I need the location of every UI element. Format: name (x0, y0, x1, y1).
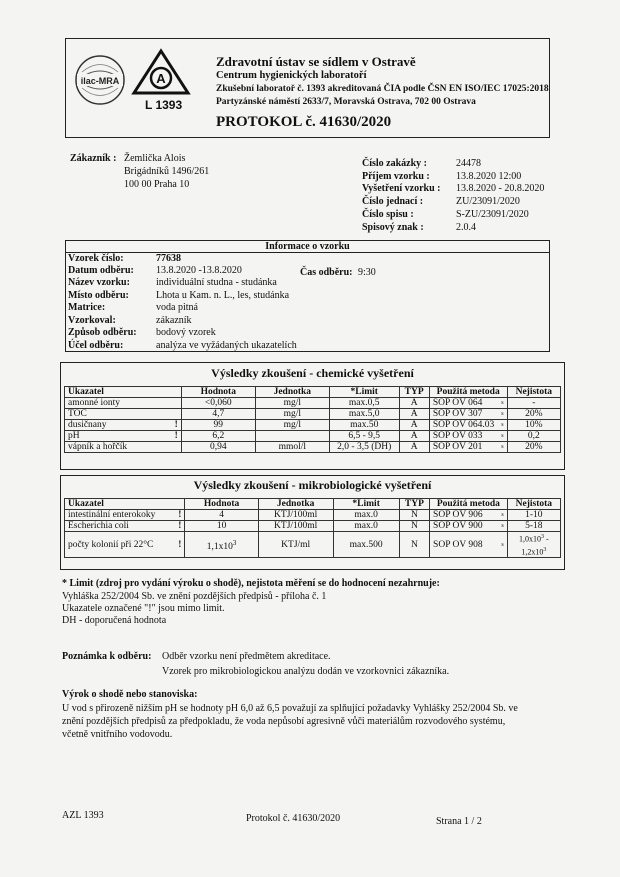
uncertainty-exponent: 3 (541, 534, 544, 540)
indicator-value (185, 521, 258, 532)
order-value: 13.8.2020 12:00 (456, 170, 522, 182)
out-of-limit-flag: ! (178, 521, 182, 531)
indicator-unit (255, 420, 329, 431)
table-row (65, 398, 561, 409)
column-header (399, 387, 429, 398)
verdict-title: Výrok o shodě nebo stanoviska: (62, 689, 198, 700)
limit-note-line2: Ukazatele označené "!" jsou mimo limit. (62, 603, 225, 614)
sample-info-label: Vzorkoval: (68, 314, 116, 326)
sample-info-label: Způsob odběru: (68, 327, 137, 338)
method (429, 420, 507, 431)
indicator-type (399, 431, 429, 442)
indicator-type-text: A (410, 409, 418, 419)
method-text: SOP OV 064.03 (432, 420, 495, 430)
column-header-text: Jednotka (276, 499, 315, 509)
indicator-type (399, 442, 429, 453)
indicator-limit-text: max.0 (354, 521, 378, 531)
table-row (65, 409, 561, 420)
method-mark: s (501, 541, 504, 548)
chem-results-table (64, 386, 561, 453)
column-header (399, 499, 429, 510)
indicator-limit-text: max.5,0 (348, 409, 380, 419)
method (429, 398, 507, 409)
indicator-unit (255, 442, 329, 453)
indicator-unit (258, 510, 333, 521)
indicator-value-text: <0,060 (204, 398, 232, 408)
indicator-name (65, 442, 182, 453)
indicator-value-text: 1,1x10 (206, 541, 233, 552)
method-text: SOP OV 064 (432, 398, 483, 408)
indicator-name (65, 532, 185, 558)
indicator-name-text: pH (68, 431, 80, 441)
indicator-limit (329, 398, 399, 409)
indicator-name (65, 431, 182, 442)
method (430, 532, 508, 558)
footer-center: Protokol č. 41630/2020 (246, 813, 341, 824)
order-label: Příjem vzorku : (362, 170, 430, 182)
indicator-limit-text: max.500 (349, 539, 383, 550)
method-mark: s (501, 433, 504, 439)
uncertainty (507, 409, 560, 420)
indicator-value-text: 99 (213, 420, 224, 430)
column-header-text: Hodnota (203, 499, 240, 509)
order-value: 13.8.2020 - 20.8.2020 (456, 183, 545, 195)
verdict-line1: U vod s přirozeně nižším pH se hodnoty pH 6,0 až 6,5 považují za splňující požadavky Vyhlášky 252/2004 Sb. ve (62, 703, 518, 714)
indicator-type (399, 510, 429, 521)
uncertainty-text: 5-18 (525, 521, 543, 531)
column-header-text: Hodnota (200, 387, 236, 397)
limit-note-title: * Limit (zdroj pro vydání výroku o shodě), nejistota měření se do hodnocení nezahrnuje: (62, 578, 440, 589)
indicator-type-text: A (410, 398, 418, 408)
column-header-text: Nejistota (515, 387, 552, 397)
indicator-value (181, 442, 255, 453)
method (429, 431, 507, 442)
indicator-value-text: 4,7 (212, 409, 225, 419)
customer-street: Brigádníků 1496/261 (124, 166, 210, 177)
uncertainty-upper: 1,2x10 (521, 547, 544, 557)
indicator-unit-text: mg/l (283, 420, 302, 430)
column-header-text: *Limit (350, 387, 378, 397)
protocol-title: PROTOKOL č. 41630/2020 (216, 114, 392, 130)
indicator-unit-text: KTJ/ml (281, 539, 311, 550)
column-header-text: Nejistota (515, 499, 553, 509)
sample-info-label: Účel odběru: (68, 339, 124, 351)
column-header-text: TYP (404, 499, 424, 509)
indicator-limit-text: max.0,5 (348, 398, 380, 408)
method-mark: s (501, 400, 504, 406)
indicator-value-text: 6,2 (212, 431, 225, 441)
order-value: 2.0.4 (456, 221, 476, 233)
table-header-row (65, 499, 561, 510)
indicator-name-text: vápník a hořčík (68, 442, 128, 452)
table-row (65, 510, 561, 521)
sample-info-value: analýza ve vyžádaných ukazatelích (156, 339, 297, 351)
limit-note-line1: Vyhláška 252/2004 Sb. ve znění pozdějších předpisů - příloha č. 1 (62, 591, 327, 602)
indicator-name (65, 510, 185, 521)
indicator-name-text: amonné ionty (68, 398, 120, 408)
institute-name: Zdravotní ústav se sídlem v Ostravě (216, 54, 416, 69)
sample-info-value: bodový vzorek (156, 327, 216, 338)
column-header (65, 387, 182, 398)
column-header-text: Použitá metoda (436, 499, 500, 509)
remark-line2: Vzorek pro mikrobiologickou analýzu dodán ve vzorkovnici zákazníka. (162, 666, 450, 677)
indicator-value-text: 4 (219, 510, 224, 520)
indicator-value (181, 420, 255, 431)
table-row (65, 420, 561, 431)
indicator-limit-text: max.0 (354, 510, 378, 520)
indicator-name-text: intestinální enterokoky (68, 510, 156, 520)
indicator-limit (329, 409, 399, 420)
sampling-date: 13.8.2020 -13.8.2020 (156, 265, 242, 276)
indicator-limit-text: max.50 (350, 420, 379, 430)
order-value: ZU/23091/2020 (456, 196, 520, 208)
out-of-limit-flag: ! (174, 420, 178, 430)
method-mark: s (501, 512, 504, 518)
indicator-type-text: A (410, 442, 418, 452)
column-header (333, 499, 399, 510)
column-header (181, 387, 255, 398)
column-header-text: Jednotka (273, 387, 312, 397)
indicator-name-text: Escherichia coli (68, 521, 129, 531)
customer-name: Žemlička Alois (124, 153, 186, 164)
indicator-name-text: dusičnany (68, 420, 107, 430)
indicator-unit-text: KTJ/100ml (274, 510, 318, 520)
table-header-row (65, 387, 561, 398)
verdict-line3: včetně vnitřního vodovodu. (62, 729, 173, 740)
uncertainty (507, 442, 560, 453)
sample-info-label: Matrice: (68, 302, 106, 313)
indicator-limit (329, 442, 399, 453)
column-header (507, 387, 560, 398)
table-row (65, 442, 561, 453)
sample-info-box (65, 240, 550, 352)
method-mark: s (501, 444, 504, 450)
indicator-value (181, 398, 255, 409)
uncertainty (507, 510, 560, 521)
table-row (65, 532, 561, 558)
out-of-limit-flag: ! (174, 431, 178, 441)
sampling-time-label: Čas odběru: (300, 267, 353, 278)
method-text: SOP OV 307 (432, 409, 483, 419)
method-text: SOP OV 900 (433, 521, 483, 531)
indicator-type-text: N (410, 521, 418, 531)
order-label: Vyšetření vzorku : (362, 183, 441, 195)
indicator-type-text: A (410, 420, 418, 430)
column-header (185, 499, 258, 510)
svg-text:ilac-MRA: ilac-MRA (80, 76, 120, 86)
column-header-text: TYP (404, 387, 424, 397)
indicator-limit (333, 521, 399, 532)
indicator-type (399, 420, 429, 431)
indicator-unit (255, 409, 329, 420)
indicator-type (399, 532, 429, 558)
column-header (255, 387, 329, 398)
method (429, 442, 507, 453)
out-of-limit-flag: ! (178, 539, 182, 550)
uncertainty-upper-exponent: 3 (543, 546, 547, 553)
uncertainty (507, 431, 560, 442)
indicator-unit-text: mg/l (283, 398, 302, 408)
column-header-text: *Limit (352, 499, 380, 509)
indicator-value (185, 532, 258, 558)
indicator-type-text: N (410, 510, 418, 520)
indicator-limit (329, 431, 399, 442)
indicator-name-text: počty kolonií při 22°C (68, 539, 154, 550)
indicator-limit (329, 420, 399, 431)
footer-left: AZL 1393 (62, 810, 104, 821)
accreditation-text: Zkušební laboratoř č. 1393 akreditovaná ČIA podle ČSN EN ISO/IEC 17025:2018 (216, 84, 549, 94)
indicator-name (65, 398, 182, 409)
method (430, 521, 508, 532)
sampling-date-label: Datum odběru: (68, 265, 134, 276)
uncertainty-text: 0,2 (527, 431, 540, 441)
order-label: Číslo zakázky : (362, 158, 427, 169)
indicator-value-text: 0,94 (209, 442, 227, 452)
indicator-limit-text: 2,0 - 3,5 (DH) (337, 442, 392, 452)
column-header (429, 387, 507, 398)
method (430, 510, 508, 521)
indicator-value (185, 510, 258, 521)
remark-label: Poznámka k odběru: (62, 651, 152, 662)
sample-info-title: Informace o vzorku (265, 241, 350, 252)
indicator-name-text: TOC (68, 409, 87, 419)
indicator-unit (255, 398, 329, 409)
column-header-text: Použitá metoda (436, 387, 500, 397)
indicator-unit (258, 521, 333, 532)
column-header (329, 387, 399, 398)
order-label: Spisový znak : (362, 221, 424, 233)
limit-note-line3: DH - doporučená hodnota (62, 615, 167, 626)
ilac-mra-logo-icon (72, 52, 128, 108)
method-mark: s (501, 422, 504, 428)
method-text: SOP OV 908 (433, 539, 483, 550)
indicator-value-text: 10 (216, 521, 227, 531)
column-header (507, 499, 560, 510)
sample-info-label: Místo odběru: (68, 289, 129, 301)
column-header-text: Ukazatel (68, 387, 104, 397)
accreditation-number: L 1393 (145, 98, 183, 112)
sampling-time: 9:30 (358, 267, 376, 278)
indicator-type-text: A (410, 431, 418, 441)
order-value: S-ZU/23091/2020 (456, 208, 529, 220)
sample-number-label: Vzorek číslo: (68, 253, 124, 264)
sample-info-value: individuální studna - studánka (156, 277, 277, 288)
indicator-type (399, 409, 429, 420)
sample-info-value: zákazník (156, 314, 192, 326)
method-text: SOP OV 201 (432, 442, 483, 452)
sample-number: 77638 (156, 253, 181, 264)
sample-info-label: Název vzorku: (68, 277, 130, 288)
method-text: SOP OV 033 (432, 431, 483, 441)
uncertainty-text: 10% (525, 420, 543, 430)
cai-logo-icon (130, 48, 192, 96)
uncertainty-text: 1-10 (525, 510, 543, 520)
verdict-line2: znění pozdějších předpisů za předpokladu, že voda nepůsobí agresivně vůči materiálům rozvodového systému, (62, 716, 506, 727)
chem-results-title: Výsledky zkoušení - chemické vyšetření (211, 366, 414, 380)
uncertainty (507, 420, 560, 431)
sample-info-value: voda pitná (156, 302, 198, 313)
uncertainty: $1,0x10^3$ - $1,2x10^3$ (507, 532, 560, 558)
indicator-name (65, 521, 185, 532)
institute-address: Partyzánské náměstí 2633/7, Moravská Ostrava, 702 00 Ostrava (216, 97, 476, 107)
indicator-unit (258, 532, 333, 558)
uncertainty (507, 521, 560, 532)
indicator-limit (333, 532, 399, 558)
remark-line1: Odběr vzorku není předmětem akreditace. (162, 651, 331, 662)
uncertainty-text: - (532, 398, 536, 408)
column-header (430, 499, 508, 510)
micro-results-title: Výsledky zkoušení - mikrobiologické vyšetření (193, 478, 432, 492)
method-mark: s (501, 523, 504, 529)
indicator-value (181, 409, 255, 420)
column-header (258, 499, 333, 510)
indicator-name (65, 420, 182, 431)
order-label: Číslo spisu : (362, 208, 414, 220)
center-name: Centrum hygienických laboratoří (216, 70, 367, 81)
uncertainty-text: 20% (525, 409, 543, 419)
indicator-name (65, 409, 182, 420)
uncertainty-text: 1,0x10 (519, 534, 541, 544)
column-header-text: Ukazatel (68, 499, 104, 509)
table-row (65, 431, 561, 442)
indicator-unit (255, 431, 329, 442)
customer-city: 100 00 Praha 10 (124, 179, 190, 190)
sample-info-value: Lhota u Kam. n. L., les, studánka (156, 289, 290, 301)
footer-page: Strana 1 / 2 (436, 816, 482, 827)
svg-text:A: A (156, 71, 166, 86)
indicator-type-text: N (410, 539, 418, 550)
method-mark: s (501, 411, 504, 417)
order-label: Číslo jednací : (362, 196, 424, 208)
indicator-unit-text: mmol/l (278, 442, 307, 452)
method-text: SOP OV 906 (433, 510, 483, 520)
indicator-unit-text: mg/l (283, 409, 302, 419)
indicator-type (399, 398, 429, 409)
micro-results-table (64, 498, 561, 558)
order-value: 24478 (456, 158, 481, 169)
value-exponent: 3 (232, 538, 237, 547)
column-header (65, 499, 185, 510)
indicator-type (399, 521, 429, 532)
uncertainty-text: 20% (525, 442, 543, 452)
uncertainty (507, 398, 560, 409)
customer-label: Zákazník : (70, 153, 117, 164)
table-row (65, 521, 561, 532)
indicator-limit (333, 510, 399, 521)
indicator-limit-text: 6,5 - 9,5 (348, 431, 381, 441)
out-of-limit-flag: ! (178, 510, 182, 520)
indicator-unit-text: KTJ/100ml (274, 521, 318, 531)
method (429, 409, 507, 420)
indicator-value (181, 431, 255, 442)
